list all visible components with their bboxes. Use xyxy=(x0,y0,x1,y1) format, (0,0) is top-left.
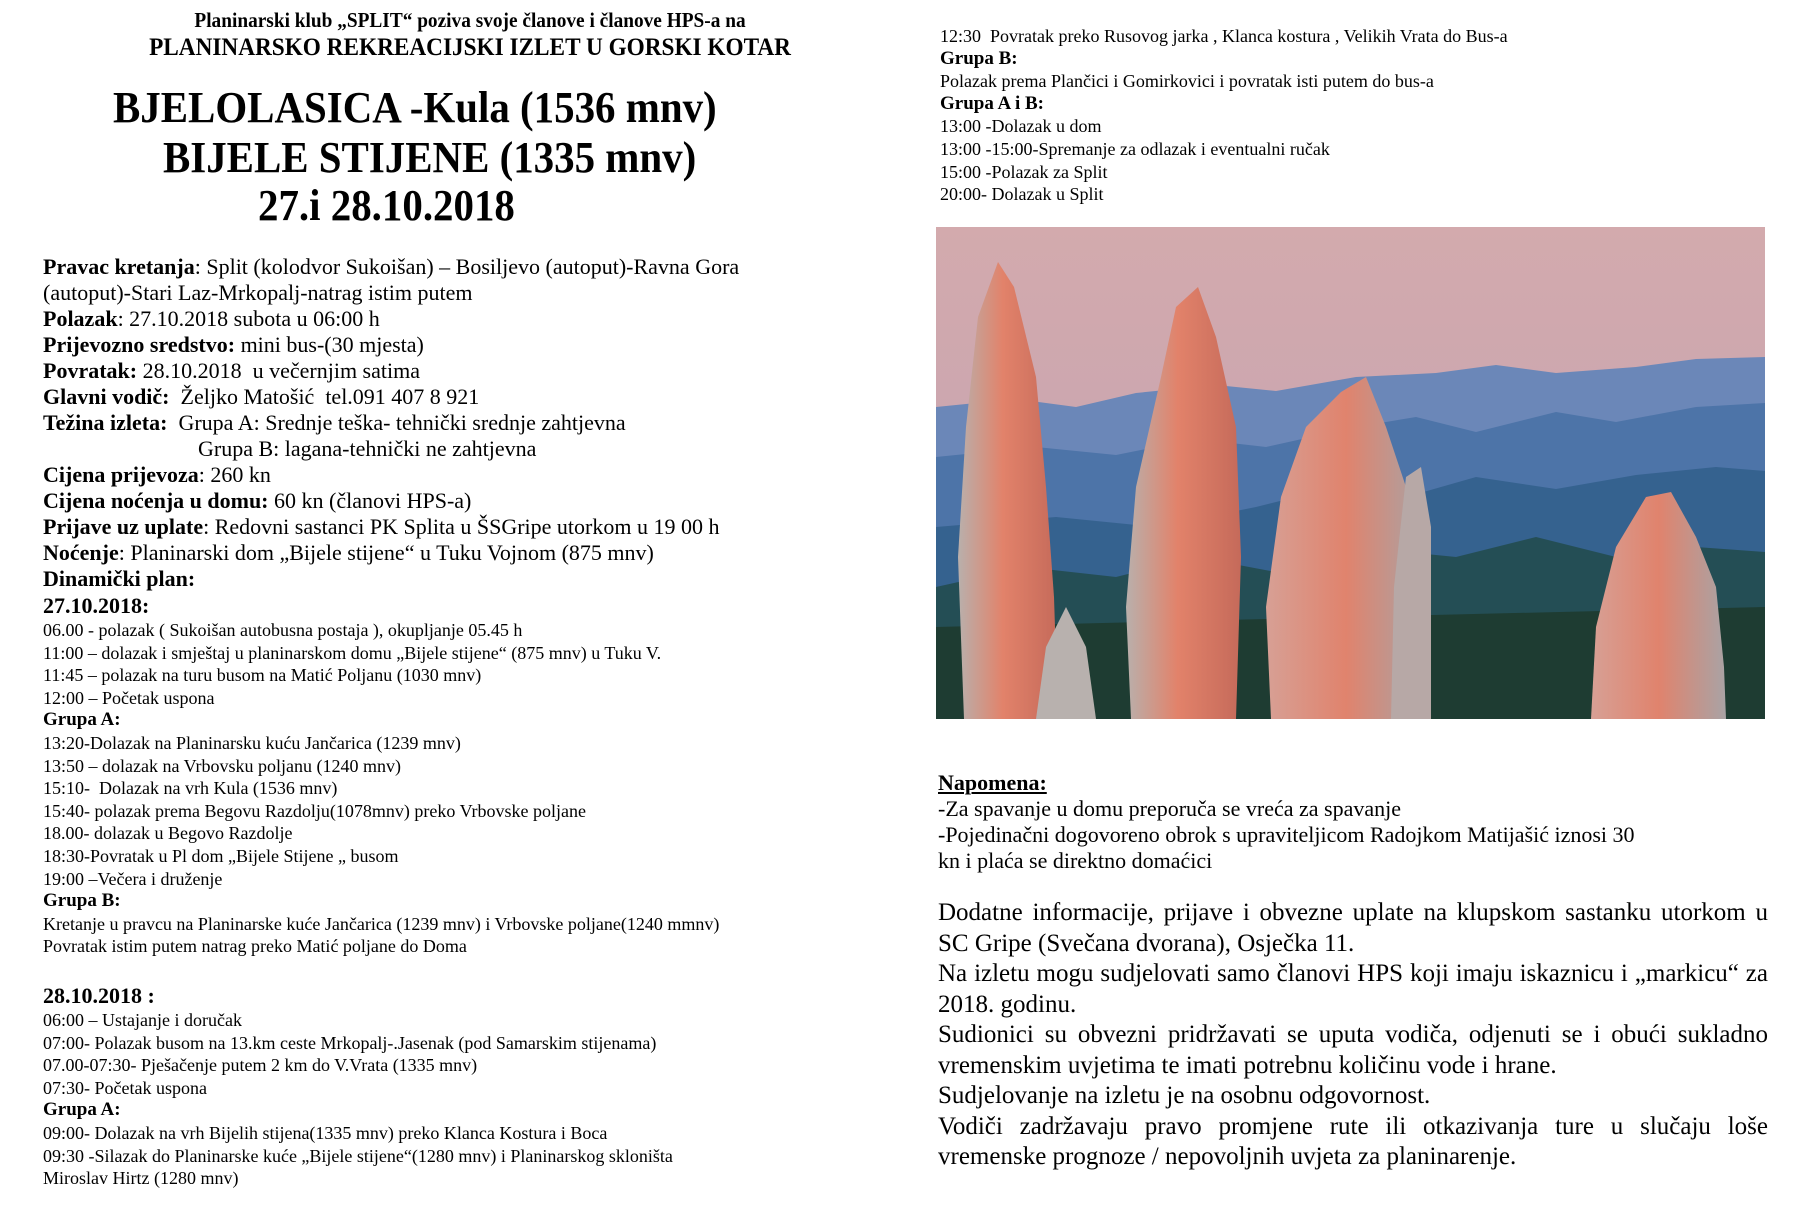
overnight-row xyxy=(43,540,893,566)
return-value: 28.10.2018 u večernjim satima xyxy=(137,358,420,383)
schedule-item: 13:50 – dolazak na Vrbovsku poljanu (1240 mnv) xyxy=(43,755,402,776)
return-row xyxy=(43,358,893,384)
title-bijele-stijene: BIJELE STIJENE (1335 mnv) xyxy=(163,133,697,182)
departure-row xyxy=(43,306,893,332)
schedule-item: 11:45 – polazak na turu busom na Matić Poljanu (1030 mnv) xyxy=(43,665,482,686)
schedule-item: 20:00- Dolazak u Split xyxy=(940,184,1104,205)
day1-date: 27.10.2018: xyxy=(43,593,150,618)
schedule-item: 09:00- Dolazak na vrh Bijelih stijena(1335 mnv) preko Klanca Kostura i Boca xyxy=(43,1122,608,1143)
schedule-item: 07:30- Početak uspona xyxy=(43,1077,207,1098)
schedule-item: 13:00 -Dolazak u dom xyxy=(940,116,1102,137)
info-paragraph: Na izletu mogu sudjelovati samo članovi HPS koji imaju iskaznicu i „markicu“ za 2018. godinu. xyxy=(938,960,1768,1018)
additional-info xyxy=(938,898,1768,1173)
day1-group-a-heading: Grupa A: xyxy=(43,709,121,731)
day2-schedule-continued xyxy=(940,25,1508,206)
schedule-item: Povratak istim putem natrag preko Matić poljane do Doma xyxy=(43,936,467,957)
schedule-item: 07.00-07:30- Pješačenje putem 2 km do V.Vrata (1335 mnv) xyxy=(43,1055,478,1076)
schedule-item: 13:20-Dolazak na Planinarsku kuću Jančarica (1239 mnv) xyxy=(43,732,461,753)
event-type-heading: PLANINARSKO REKREACIJSKI IZLET U GORSKI KOTAR xyxy=(149,34,791,61)
schedule-item: 15:40- polazak prema Begovu Razdolju(1078mnv) preko Vrbovske poljane xyxy=(43,800,586,821)
notes-title: Napomena: xyxy=(938,770,1047,795)
day2-group-a-heading: Grupa A: xyxy=(43,1099,121,1121)
transport-price-value: : 260 kn xyxy=(198,462,271,487)
schedule-item: 06:00 – Ustajanje i doručak xyxy=(43,1010,242,1030)
schedule-item: 06.00 - polazak ( Sukoišan autobusna postaja ), okupljanje 05.45 h xyxy=(43,620,523,640)
note-item: -Pojedinačni dogovoreno obrok s upraviteljicom Radojkom Matijašić iznosi 30 xyxy=(938,822,1635,847)
schedule-item: 11:00 – dolazak i smještaj u planinarskom domu „Bijele stijene“ (875 mnv) u Tuku V. xyxy=(43,642,662,663)
schedule-item: 13:00 -15:00-Spremanje za odlazak i eventualni ručak xyxy=(940,138,1330,159)
route-row-cont: (autoput)-Stari Laz-Mrkopalj-natrag istim putem xyxy=(43,280,473,305)
plan-heading xyxy=(43,566,893,592)
schedule-item: 07:00- Polazak busom na 13.km ceste Mrkopalj-.Jasenak (pod Samarskim stijenama) xyxy=(43,1032,657,1053)
route-label: Pravac kretanja xyxy=(43,254,195,279)
transport-price-row xyxy=(43,462,893,488)
schedule-item: Polazak prema Plančici i Gomirkovici i povratak isti putem do bus-a xyxy=(940,71,1434,92)
schedule-item: 15:00 -Polazak za Split xyxy=(940,161,1108,182)
transport-row xyxy=(43,332,893,358)
landscape-illustration-icon xyxy=(936,227,1765,719)
title-dates: 27.i 28.10.2018 xyxy=(258,181,515,230)
overnight-value: : Planinarski dom „Bijele stijene“ u Tuku Vojnom (875 mnv) xyxy=(118,540,654,565)
return-label: Povratak: xyxy=(43,358,138,383)
schedule-item: Miroslav Hirtz (1280 mnv) xyxy=(43,1168,239,1189)
departure-value: : 27.10.2018 subota u 06:00 h xyxy=(117,306,380,331)
guide-row xyxy=(43,384,893,410)
guide-value: Željko Matošić tel.091 407 8 921 xyxy=(169,384,480,409)
info-paragraph: Dodatne informacije, prijave i obvezne uplate na klupskom sastanku utorkom u SC Gripe (Svečana dvorana), Osječka 11. xyxy=(938,899,1768,957)
info-paragraph: Sudionici su obvezni pridržavati se uputa vodiča, odjenuti se i obući sukladno vremenskim uvjetima te imati potrebnu količinu vode i hrane. xyxy=(938,1021,1768,1079)
day1-group-b-heading: Grupa B: xyxy=(43,890,121,912)
day2-date: 28.10.2018 : xyxy=(43,983,155,1008)
info-paragraph: Sudjelovanje na izletu je na osobnu odgovornost. xyxy=(938,1082,1431,1109)
schedule-item: 12:00 – Početak uspona xyxy=(43,687,215,708)
schedule-item: 12:30 Povratak preko Rusovog jarka , Klanca kostura , Velikih Vrata do Bus-a xyxy=(940,26,1508,46)
difficulty-row xyxy=(43,410,893,436)
signup-row xyxy=(43,514,893,540)
day2-group-ab-heading: Grupa A i B: xyxy=(940,92,1044,114)
stay-price-label: Cijena noćenja u domu: xyxy=(43,488,269,513)
difficulty-group-b: Grupa B: lagana-tehnički ne zahtjevna xyxy=(198,436,537,461)
day2-schedule xyxy=(43,983,673,1190)
stay-price-row xyxy=(43,488,893,514)
plan-label: Dinamički plan: xyxy=(43,566,196,591)
invitation-line: Planinarski klub „SPLIT“ poziva svoje članove i članove HPS-a na xyxy=(194,8,746,32)
rock-pinnacles-photo xyxy=(936,227,1765,719)
day2-group-b-heading: Grupa B: xyxy=(940,47,1018,69)
difficulty-label: Težina izleta: xyxy=(43,410,168,435)
difficulty-group-a: Grupa A: Srednje teška- tehnički srednje zahtjevna xyxy=(167,410,626,435)
guide-label: Glavni vodič: xyxy=(43,384,170,409)
route-row xyxy=(43,254,893,280)
overnight-label: Noćenje xyxy=(43,540,119,565)
schedule-item: 09:30 -Silazak do Planinarske kuće „Bijele stijene“(1280 mnv) i Planinarskog skloništa xyxy=(43,1145,673,1166)
schedule-item: Kretanje u pravcu na Planinarske kuće Jančarica (1239 mnv) i Vrbovske poljane(1240 mmnv) xyxy=(43,913,720,934)
schedule-item: 19:00 –Večera i druženje xyxy=(43,868,223,889)
notes-section xyxy=(938,770,1768,874)
signup-label: Prijave uz uplate xyxy=(43,514,204,539)
departure-label: Polazak xyxy=(43,306,118,331)
note-item: kn i plaća se direktno domaćici xyxy=(938,848,1213,873)
transport-value: mini bus-(30 mjesta) xyxy=(235,332,424,357)
signup-value: : Redovni sastanci PK Splita u ŠSGripe utorkom u 19 00 h xyxy=(203,514,720,539)
info-paragraph: Vodiči zadržavaju pravo promjene rute ili otkazivanja ture u slučaju loše vremenske prognoze / nepovoljnih uvjeta za planinarenje. xyxy=(938,1112,1768,1170)
stay-price-value: 60 kn (članovi HPS-a) xyxy=(268,488,472,513)
title-bjelolasica: BJELOLASICA -Kula (1536 mnv) xyxy=(113,83,717,132)
schedule-item: 18.00- dolazak u Begovo Razdolje xyxy=(43,823,293,844)
route-value: : Split (kolodvor Sukoišan) – Bosiljevo (autoput)-Ravna Gora xyxy=(194,254,740,279)
trip-info xyxy=(43,254,893,592)
transport-label: Prijevozno sredstvo: xyxy=(43,332,236,357)
transport-price-label: Cijena prijevoza xyxy=(43,462,199,487)
day1-schedule xyxy=(43,593,719,958)
schedule-item: 18:30-Povratak u Pl dom „Bijele Stijene „ busom xyxy=(43,845,399,866)
note-item: -Za spavanje u domu preporuča se vreća za spavanje xyxy=(938,796,1401,821)
schedule-item: 15:10- Dolazak na vrh Kula (1536 mnv) xyxy=(43,778,338,799)
